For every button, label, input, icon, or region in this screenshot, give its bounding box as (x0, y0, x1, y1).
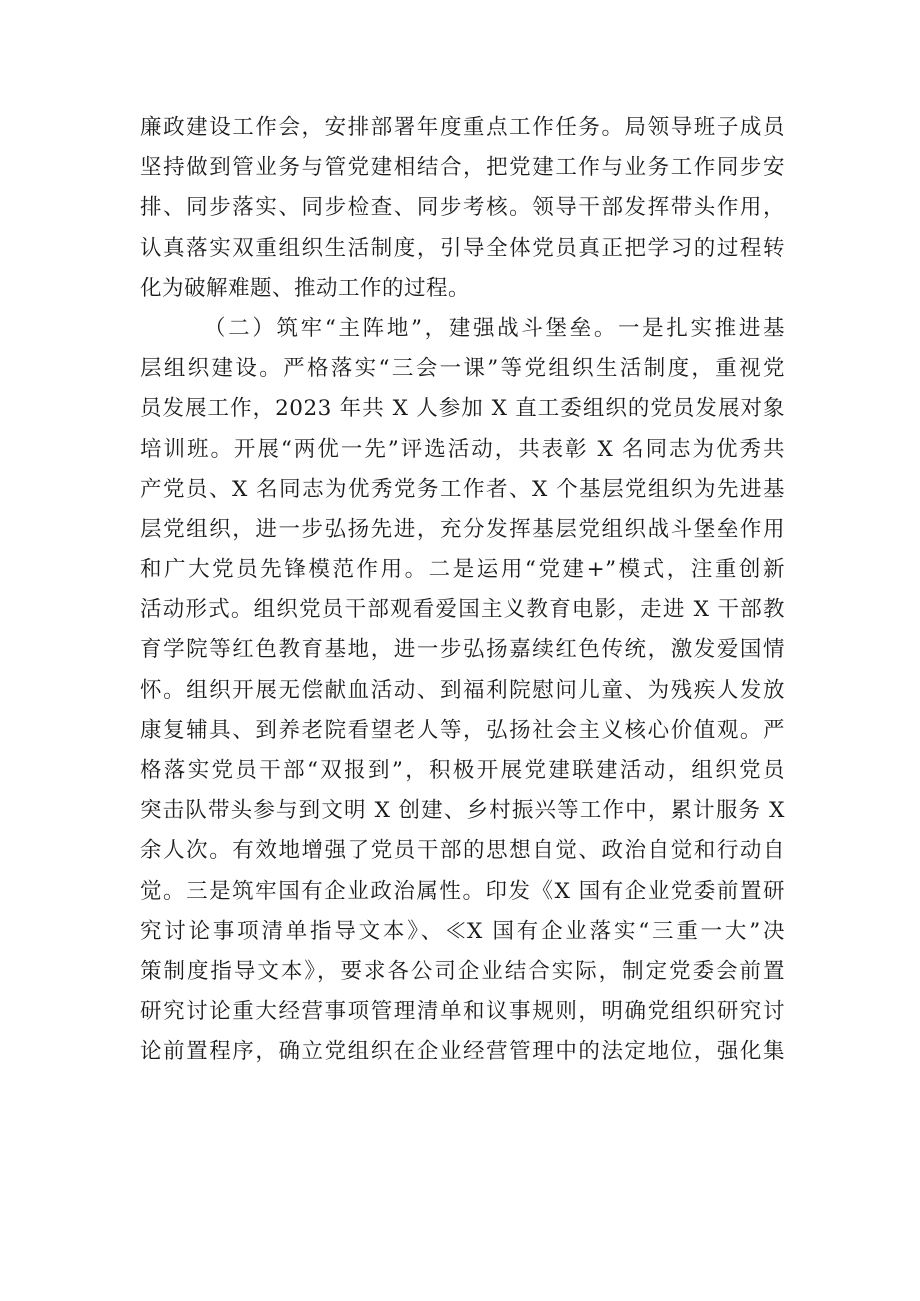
paragraph-2 (140, 309, 785, 1073)
text-line: 员发展工作，2023 年共 X 人参加 X 直工委组织的党员发展对象 (140, 396, 785, 422)
text-line: 究讨论事项清单指导文本》、≪X 国有企业落实“三重一大”决 (140, 918, 785, 944)
text-line: 康复辅具、到养老院看望老人等，弘扬社会主义核心价值观。严 (140, 717, 785, 743)
text-line: 突击队带头参与到文明 X 创建、乡村振兴等工作中，累计服务 X (140, 798, 785, 824)
text-line: 怀。组织开展无偿献血活动、到福利院慰问儿童、为残疾人发放 (140, 677, 785, 703)
text-line: 觉。三是筑牢国有企业政治属性。印发《X 国有企业党委前置研 (140, 878, 785, 904)
text-line: 化为破解难题、推动工作的过程。 (140, 275, 471, 301)
text-line: 层组织建设。严格落实“三会一课”等党组织生活制度，重视党 (140, 356, 785, 382)
text-line: 层党组织，进一步弘扬先进，充分发挥基层党组织战斗堡垒作用 (140, 516, 785, 542)
document-body (140, 108, 785, 1073)
text-line: 廉政建设工作会，安排部署年度重点工作任务。局领导班子成员 (140, 115, 785, 140)
text-line: 坚持做到管业务与管党建相结合，把党建工作与业务工作同步安 (140, 155, 785, 181)
text-line: 研究讨论重大经营事项管理清单和议事规则，明确党组织研究讨 (140, 999, 785, 1025)
text-line: 策制度指导文本》，要求各公司企业结合实际，制定党委会前置 (140, 958, 785, 984)
text-line: 和广大党员先锋模范作用。二是运用“党建+”模式，注重创新 (140, 557, 785, 583)
text-line: 育学院等红色教育基地，进一步弘扬嘉续红色传统，激发爱国情 (140, 637, 785, 663)
text-line: （二）筑牢“主阵地”，建强战斗堡垒。一是扎实推进基 (204, 315, 785, 341)
text-line: 产党员、X 名同志为优秀党务工作者、X 个基层党组织为先进基 (140, 476, 785, 502)
text-line: 排、同步落实、同步检查、同步考核。领导干部发挥带头作用， (140, 195, 785, 221)
text-line: 培训班。开展“两优一先”评选活动，共表彰 X 名同志为优秀共 (140, 436, 785, 462)
text-line: 认真落实双重组织生活制度，引导全体党员真正把学习的过程转 (140, 235, 785, 261)
text-line: 活动形式。组织党员干部观看爱国主义教育电影，走进 X 干部教 (140, 597, 785, 623)
text-line: 论前置程序，确立党组织在企业经营管理中的法定地位，强化集 (140, 1039, 785, 1065)
text-line: 余人次。有效地增强了党员干部的思想自觉、政治自觉和行动自 (140, 838, 785, 864)
text-line: 格落实党员干部“双报到”，积极开展党建联建活动，组织党员 (140, 758, 785, 783)
paragraph-1 (140, 108, 785, 309)
